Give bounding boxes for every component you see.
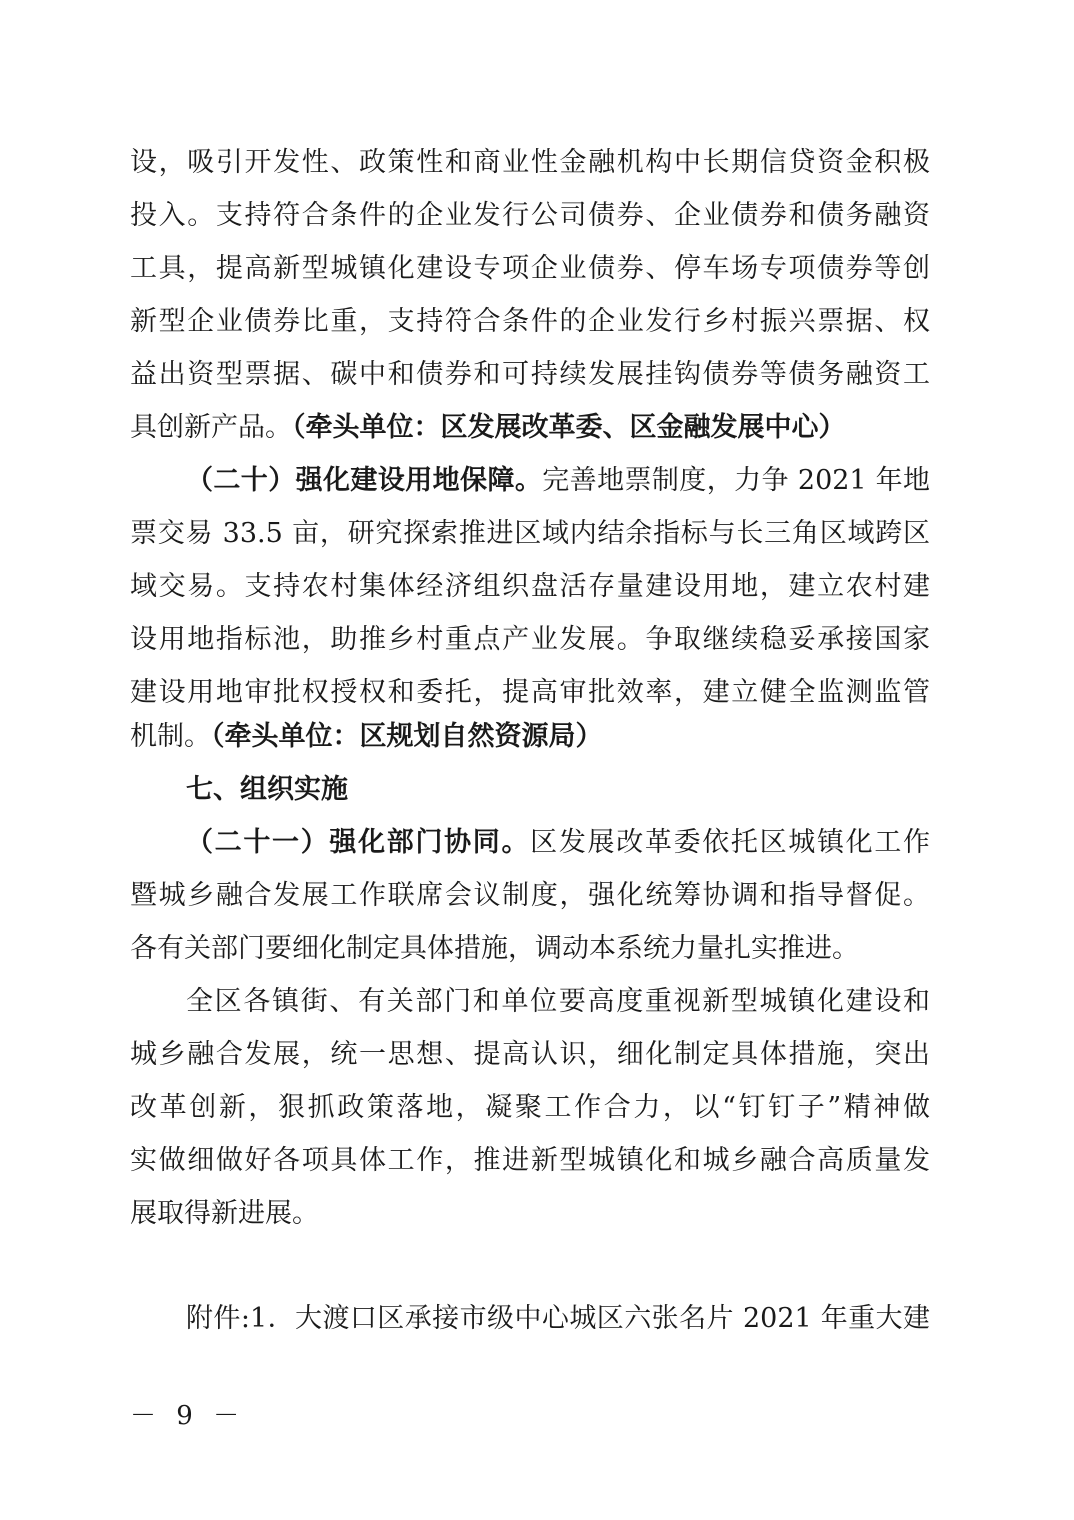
body-text: 区发展改革委依托区城镇化工作 xyxy=(530,827,930,858)
body-text-line: 实做细做好各项具体工作，推进新型城镇化和城乡融合高质量发 xyxy=(130,1145,930,1176)
body-text-line: 改革创新，狠抓政策落地，凝聚工作合力，以“钉钉子”精神做 xyxy=(130,1092,930,1123)
body-text-line: 暨城乡融合发展工作联席会议制度，强化统筹协调和指导督促。 xyxy=(130,880,930,911)
body-text-line: 益出资型票据、碳中和债券和可持续发展挂钩债券等债务融资工 xyxy=(130,359,930,390)
body-text-line: 全区各镇街、有关部门和单位要高度重视新型城镇化建设和 xyxy=(186,986,930,1017)
body-text-line: 工具，提高新型城镇化建设专项企业债券、停车场专项债券等创 xyxy=(130,253,930,284)
body-text-line xyxy=(186,823,930,863)
body-text-line xyxy=(186,461,930,501)
lead-unit-note: （牵头单位：区规划自然资源局） xyxy=(211,721,603,752)
body-text-line: 投入。支持符合条件的企业发行公司债券、企业债券和债务融资 xyxy=(130,200,930,231)
body-text-line: 城乡融合发展，统一思想、提高认识，细化制定具体措施，突出 xyxy=(130,1039,930,1070)
body-text-line xyxy=(130,717,930,757)
body-text-line: 设，吸引开发性、政策性和商业性金融机构中长期信贷资金积极 xyxy=(130,147,930,178)
section-title: （二十一）强化部门协同。 xyxy=(186,827,531,858)
body-text-line: 域交易。支持农村集体经济组织盘活存量建设用地，建立农村建 xyxy=(130,571,930,602)
body-text: 机制。 xyxy=(130,721,211,752)
lead-unit-note: （牵头单位：区发展改革委、区金融发展中心） xyxy=(292,412,846,443)
body-text-line: 各有关部门要细化制定具体措施，调动本系统力量扎实推进。 xyxy=(130,933,859,964)
section-title: （二十）强化建设用地保障。 xyxy=(186,465,543,496)
body-text-line: 设用地指标池，助推乡村重点产业发展。争取继续稳妥承接国家 xyxy=(130,624,930,655)
body-text: 完善地票制度，力争 2021 年地 xyxy=(542,465,930,496)
body-text-line xyxy=(130,408,930,448)
body-text: 具创新产品。 xyxy=(130,412,292,443)
chapter-heading: 七、组织实施 xyxy=(186,774,348,805)
page-number: － 9 － xyxy=(130,1401,246,1431)
body-text-line: 票交易 33.5 亩，研究探索推进区域内结余指标与长三角区域跨区 xyxy=(130,518,930,549)
body-text-line: 建设用地审批权授权和委托，提高审批效率，建立健全监测监管 xyxy=(130,677,930,708)
body-text-line: 展取得新进展。 xyxy=(130,1198,319,1229)
attachment-line: 附件:1．大渡口区承接市级中心城区六张名片 2021 年重大建 xyxy=(186,1303,930,1334)
body-text-line: 新型企业债券比重，支持符合条件的企业发行乡村振兴票据、权 xyxy=(130,306,930,337)
